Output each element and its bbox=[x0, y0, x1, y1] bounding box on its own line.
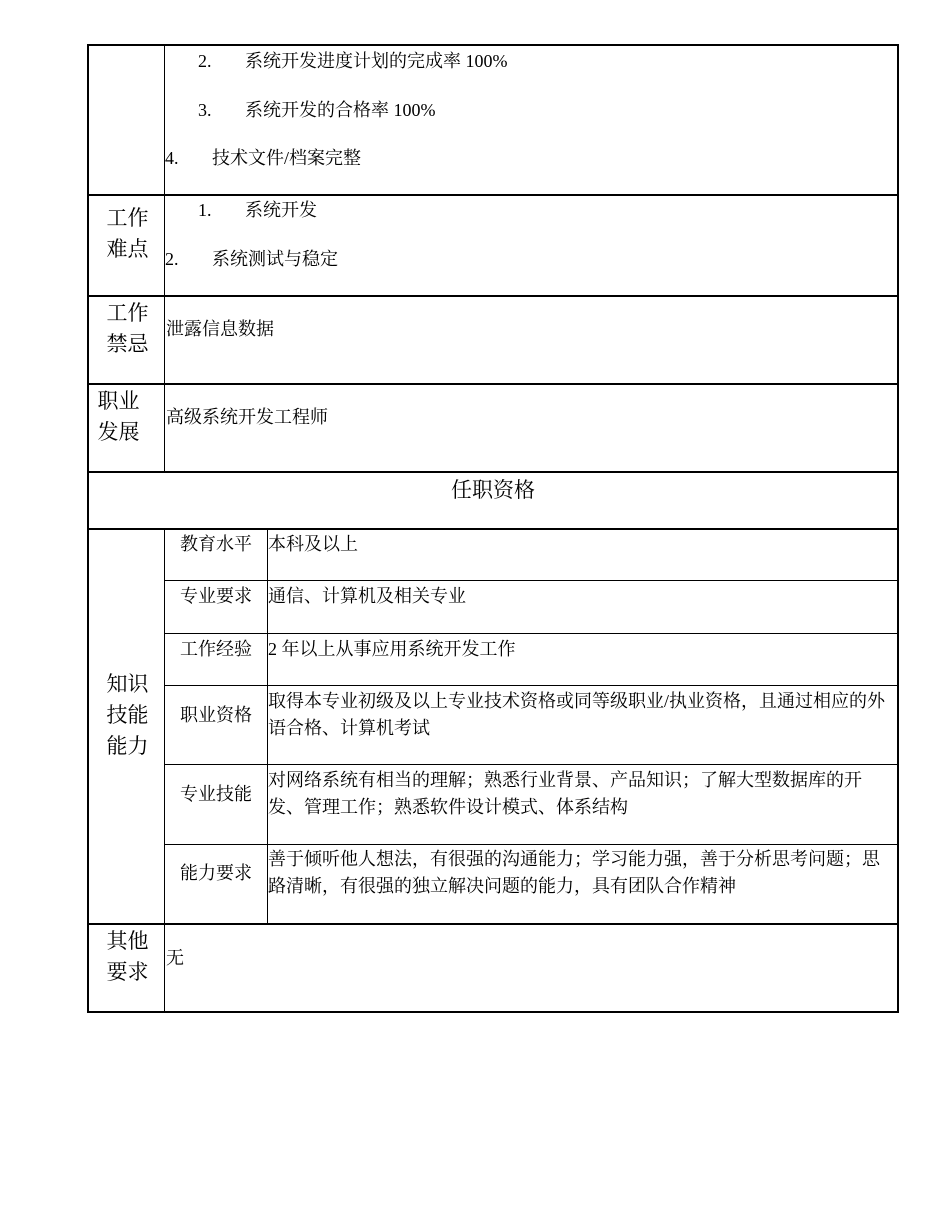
list-number: 1. bbox=[198, 200, 212, 220]
row-label-taboos: 工作 禁忌 bbox=[106, 301, 149, 356]
taboos-value: 泄露信息数据 bbox=[166, 319, 274, 339]
row-divider bbox=[164, 685, 899, 686]
qualification-label: 职业资格 bbox=[180, 705, 252, 725]
row-divider bbox=[87, 295, 899, 297]
qualification-value: 本科及以上 bbox=[268, 534, 358, 554]
list-number: 2. bbox=[198, 51, 212, 71]
qualification-value: 通信、计算机及相关专业 bbox=[268, 586, 466, 606]
list-item bbox=[198, 98, 436, 122]
qualification-value: 善于倾听他人想法，有很强的沟通能力；学习能力强，善于分析思考问题；思路清晰，有很强的独立解决问题的能力，具有团队合作精神 bbox=[268, 849, 880, 896]
qualification-value: 取得本专业初级及以上专业技术资格或同等级职业/执业资格，且通过相应的外语合格、计算机考试 bbox=[268, 691, 885, 738]
qualification-value: 对网络系统有相当的理解；熟悉行业背景、产品知识；了解大型数据库的开发、管理工作；熟悉软件设计模式、体系结构 bbox=[268, 770, 862, 817]
row-divider bbox=[164, 844, 899, 845]
row-divider bbox=[87, 383, 899, 385]
qualification-label: 专业要求 bbox=[180, 586, 252, 606]
row-label-career: 职业 发展 bbox=[97, 389, 140, 444]
list-item bbox=[165, 247, 338, 271]
row-divider bbox=[164, 764, 899, 765]
row-label-difficulties: 工作 难点 bbox=[106, 206, 149, 261]
list-number: 2. bbox=[165, 249, 179, 269]
row-label-other: 其他 要求 bbox=[106, 929, 149, 984]
other-value: 无 bbox=[166, 948, 184, 968]
qualification-value: 2 年以上从事应用系统开发工作 bbox=[268, 639, 516, 659]
list-number: 4. bbox=[165, 148, 179, 168]
qualification-label: 教育水平 bbox=[180, 534, 252, 554]
qualification-label: 专业技能 bbox=[180, 784, 252, 804]
section-title: 任职资格 bbox=[451, 478, 535, 502]
list-item bbox=[198, 198, 317, 222]
list-item bbox=[165, 146, 361, 170]
list-number: 3. bbox=[198, 100, 212, 120]
table-border-left bbox=[87, 44, 89, 1013]
list-text: 系统开发的合格率 100% bbox=[245, 100, 436, 120]
table-border-top bbox=[87, 44, 899, 46]
row-divider bbox=[87, 528, 899, 530]
list-text: 系统开发进度计划的完成率 100% bbox=[245, 51, 508, 71]
qualification-label: 能力要求 bbox=[180, 863, 252, 883]
row-divider bbox=[87, 923, 899, 925]
table-border-right bbox=[897, 44, 899, 1013]
row-divider bbox=[87, 194, 899, 196]
row-label-knowledge-skills: 知识 技能 能力 bbox=[106, 672, 149, 758]
list-item bbox=[198, 49, 508, 73]
list-text: 技术文件/档案完整 bbox=[212, 148, 362, 168]
row-divider bbox=[87, 471, 899, 473]
list-text: 系统测试与稳定 bbox=[212, 249, 338, 269]
qualification-label: 工作经验 bbox=[180, 639, 252, 659]
career-value: 高级系统开发工程师 bbox=[166, 407, 328, 427]
row-divider bbox=[164, 633, 899, 634]
row-divider bbox=[164, 580, 899, 581]
table-border-bottom bbox=[87, 1011, 899, 1013]
list-text: 系统开发 bbox=[245, 200, 317, 220]
